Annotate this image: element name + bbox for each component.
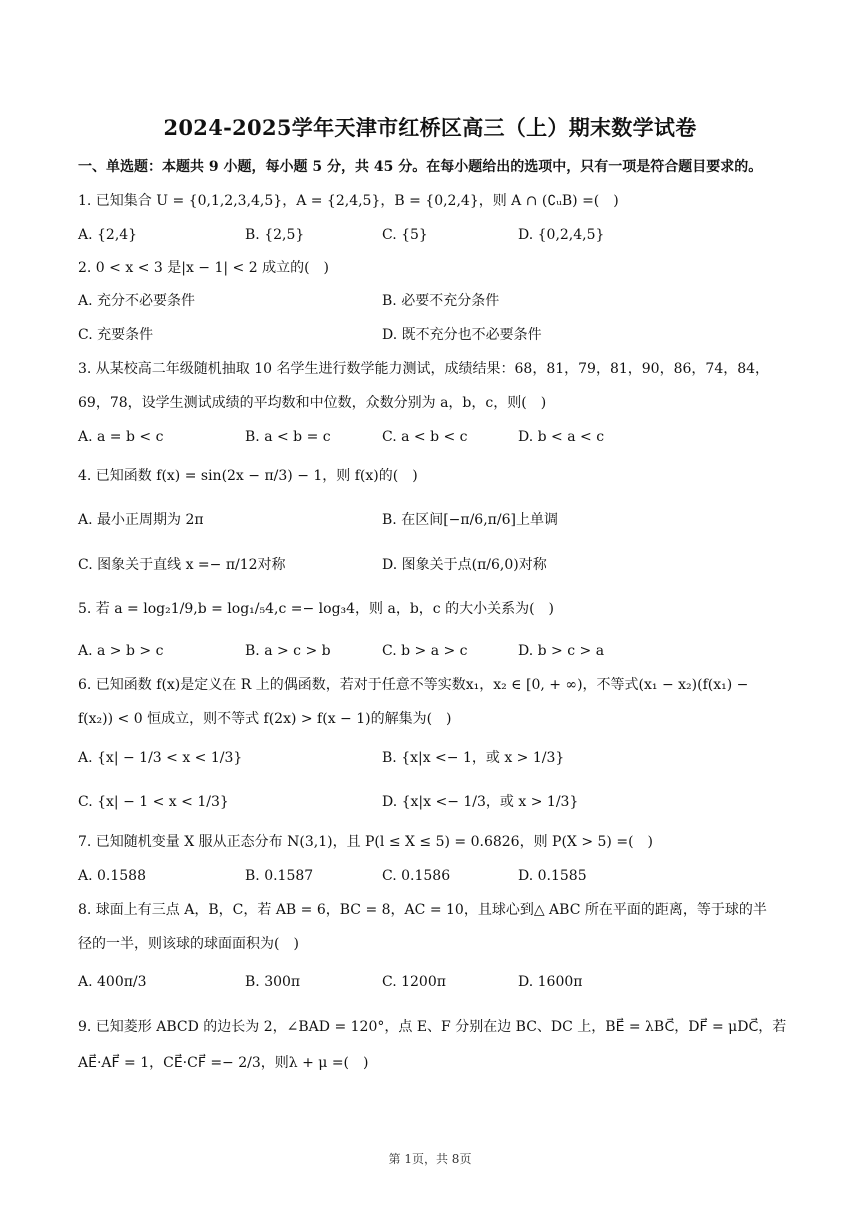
q8-option-b: B. 300π [245, 974, 301, 990]
q5-option-d: D. b > c > a [518, 643, 605, 659]
q3-option-b: B. a < b = c [245, 429, 331, 445]
question-2-stem: 2. 0 < x < 3 是|x − 1| < 2 成立的( ) [78, 260, 330, 276]
q4-option-c: C. 图象关于直线 x =− π/12对称 [78, 557, 286, 573]
q1-option-d: D. {0,2,4,5} [518, 227, 605, 243]
q1-option-a: A. {2,4} [78, 227, 138, 243]
question-3-stem-line1: 3. 从某校高二年级随机抽取 10 名学生进行数学能力测试，成绩结果：68，81，79，81，90，86，74，84， [78, 361, 770, 377]
q8-option-a: A. 400π/3 [78, 974, 147, 990]
q6-option-a: A. {x| − 1/3 < x < 1/3} [78, 750, 243, 766]
section-heading: 一、单选题：本题共 9 小题，每小题 5 分，共 45 分。在每小题给出的选项中，只有一项是符合题目要求的。 [78, 159, 763, 175]
question-5-stem: 5. 若 a = log₂1/9,b = log₁/₅4,c =− log₃4，则 a，b，c 的大小关系为( ) [78, 601, 555, 617]
q4-option-a: A. 最小正周期为 2π [78, 512, 204, 528]
q4-option-b: B. 在区间[−π/6,π/6]上单调 [382, 512, 558, 528]
question-6-stem-line1: 6. 已知函数 f(x)是定义在 R 上的偶函数，若对于任意不等实数x₁，x₂ ∈ [0, + ∞)，不等式(x₁ − x₂)(f(x₁) − [78, 677, 749, 693]
q5-option-a: A. a > b > c [78, 643, 164, 659]
question-1-stem: 1. 已知集合 U = {0,1,2,3,4,5}，A = {2,4,5}，B = {0,2,4}，则 A ∩ (∁ᵤB) =( ) [78, 193, 619, 209]
q4-option-d: D. 图象关于点(π/6,0)对称 [382, 557, 547, 573]
q2-option-c: C. 充要条件 [78, 327, 154, 343]
question-8-stem-line2: 径的一半，则该球的球面面积为( ) [78, 936, 299, 952]
q7-option-a: A. 0.1588 [78, 868, 146, 884]
q6-option-b: B. {x|x <− 1，或 x > 1/3} [382, 750, 565, 766]
q2-option-b: B. 必要不充分条件 [382, 293, 500, 309]
q6-option-d: D. {x|x <− 1/3，或 x > 1/3} [382, 794, 579, 810]
q7-option-d: D. 0.1585 [518, 868, 587, 884]
q7-option-b: B. 0.1587 [245, 868, 314, 884]
q1-option-c: C. {5} [382, 227, 428, 243]
q6-option-c: C. {x| − 1 < x < 1/3} [78, 794, 229, 810]
q3-option-d: D. b < a < c [518, 429, 605, 445]
q5-option-c: C. b > a > c [382, 643, 468, 659]
q1-option-b: B. {2,5} [245, 227, 305, 243]
q5-option-b: B. a > c > b [245, 643, 331, 659]
q2-option-a: A. 充分不必要条件 [78, 293, 196, 309]
q8-option-c: C. 1200π [382, 974, 446, 990]
q8-option-d: D. 1600π [518, 974, 583, 990]
question-9-stem-line1: 9. 已知菱形 ABCD 的边长为 2，∠BAD = 120°，点 E、F 分别在边 BC、DC 上，BE⃗ = λBC⃗，DF⃗ = μDC⃗，若 [78, 1019, 787, 1035]
q3-option-a: A. a = b < c [78, 429, 164, 445]
q2-option-d: D. 既不充分也不必要条件 [382, 327, 542, 343]
question-8-stem-line1: 8. 球面上有三点 A，B，C，若 AB = 6，BC = 8，AC = 10，且球心到△ ABC 所在平面的距离，等于球的半 [78, 902, 767, 918]
question-3-stem-line2: 69，78，设学生测试成绩的平均数和中位数，众数分别为 a，b，c，则( ) [78, 395, 547, 411]
question-9-stem-line2: AE⃗·AF⃗ = 1，CE⃗·CF⃗ =− 2/3，则λ + μ =( ) [78, 1055, 369, 1071]
q7-option-c: C. 0.1586 [382, 868, 451, 884]
question-7-stem: 7. 已知随机变量 X 服从正态分布 N(3,1)，且 P(l ≤ X ≤ 5) = 0.6826，则 P(X > 5) =( ) [78, 834, 653, 850]
page-title: 2024-2025学年天津市红桥区高三（上）期末数学试卷 [163, 115, 697, 140]
q3-option-c: C. a < b < c [382, 429, 468, 445]
page-footer: 第 1页，共 8页 [388, 1152, 472, 1166]
question-4-stem: 4. 已知函数 f(x) = sin(2x − π/3) − 1，则 f(x)的( ) [78, 468, 418, 484]
question-6-stem-line2: f(x₂)) < 0 恒成立，则不等式 f(2x) > f(x − 1)的解集为( ) [78, 711, 452, 727]
